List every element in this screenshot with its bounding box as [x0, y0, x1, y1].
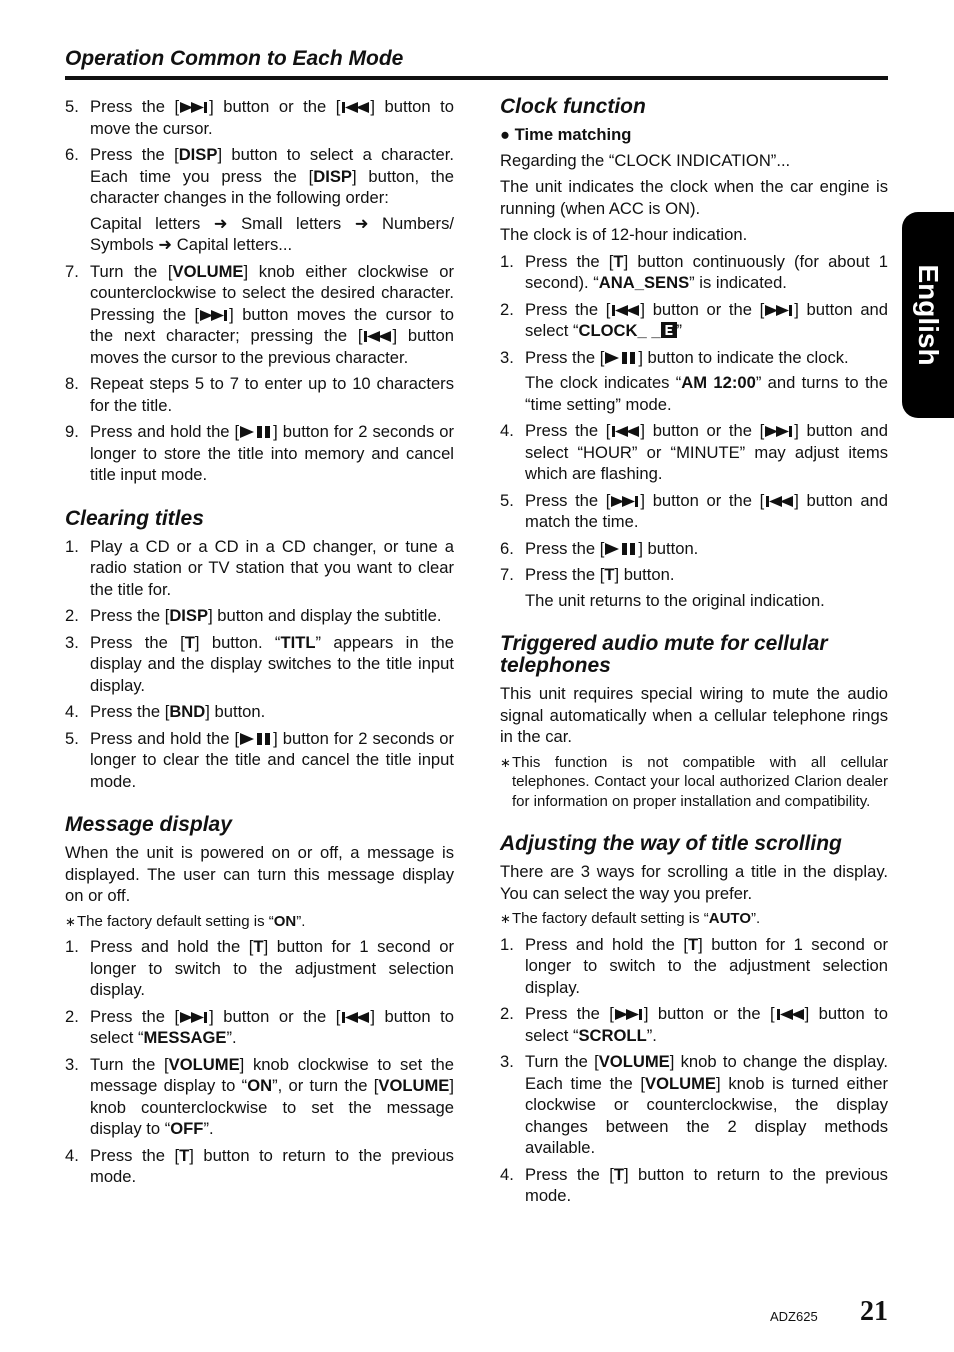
list-item: 4. Press the [T] button to return to the previous mode. — [65, 1145, 454, 1186]
title-scrolling-heading: Adjusting the way of title scrolling — [500, 832, 842, 855]
play-pause-icon — [604, 542, 638, 556]
return-note: The unit returns to the original indication. — [525, 590, 825, 610]
list-item: 9. Press and hold the [ ] button for 2 seconds or longer to store the title into memory and cancel title input mode. — [65, 422, 455, 484]
backward-icon — [340, 101, 370, 114]
right-column — [500, 96, 888, 1212]
left-column — [65, 96, 454, 1193]
list-item: 1. Press the [T] button continuously (for about 1 second). “ANA_SENS” is indicated. — [500, 251, 888, 292]
backward-icon — [340, 1011, 370, 1024]
forward-icon — [199, 309, 229, 322]
list-item: 3. Turn the [VOLUME] knob to change the display. Each time the [VOLUME] knob is turned either clockwise or counterclockwise, the display changes between the 2 display methods available. — [500, 1052, 888, 1157]
list-item: 4. Press the [ ] button or the [ ] button and select “HOUR” or “MINUTE” may adjust items which are flashing. — [500, 421, 888, 483]
scroll-default-note: ∗ The factory default setting is “AUTO”. — [500, 910, 761, 927]
time-matching-subheading: ● Time matching — [500, 125, 632, 144]
list-item: 2. Press the [ ] button or the [ ] button to select “MESSAGE”. — [65, 1006, 454, 1047]
list-item: 2. Press the [ ] button or the [ ] button to select “SCROLL”. — [500, 1004, 888, 1045]
clock-paragraph: Regarding the “CLOCK INDICATION”... — [500, 150, 791, 170]
backward-icon — [610, 425, 640, 438]
header-rule — [65, 76, 888, 80]
message-display-steps — [65, 936, 454, 1188]
clock-paragraph: The unit indicates the clock when the car engine is running (when ACC is ON). — [500, 177, 888, 218]
e-box-icon — [661, 322, 677, 338]
forward-icon — [764, 304, 794, 317]
forward-icon — [614, 1008, 644, 1021]
message-display-heading: Message display — [65, 813, 232, 836]
play-pause-icon — [239, 732, 273, 746]
compatibility-note: ∗ This function is not compatible with all cellular telephones. Contact your local authorized Clarion dealer for information on proper installation and compatibility. — [500, 753, 888, 810]
forward-icon — [179, 1011, 209, 1024]
right-arrow-icon: ➜ — [354, 213, 369, 233]
clock-indicates-note: The clock indicates “AM 12:00” and turns to the “time setting” mode. — [525, 373, 889, 414]
list-item: 7. Turn the [VOLUME] knob either clockwise or counterclockwise to select the desired character. Pressing the [ ] button moves the cursor to the next character; pressing the [ ] button moves the cursor to the previous character. — [65, 261, 455, 367]
list-item: 1. Press and hold the [T] button for 1 second or longer to switch to the adjustment selection display. — [65, 937, 454, 999]
backward-icon — [610, 304, 640, 317]
list-item: 3. Press the [T] button. “TITL” appears in the display and the display switches to the title input display. — [65, 632, 454, 695]
page-number: 21 — [860, 1296, 888, 1327]
list-item: 6. Press the [ ] button. — [500, 538, 699, 558]
forward-icon — [610, 495, 640, 508]
clearing-titles-heading: Clearing titles — [65, 506, 204, 530]
right-arrow-icon: ➜ — [213, 213, 228, 233]
audio-mute-paragraph: This unit requires special wiring to mute the audio signal automatically when a cellular telephone rings in the car. — [500, 684, 888, 746]
section-header-title: Operation Common to Each Mode — [65, 47, 404, 70]
list-item: 1. Press and hold the [T] button for 1 second or longer to switch to the adjustment selection display. — [500, 934, 889, 997]
list-item: 3. Press the [ ] button to indicate the clock. The clock indicates “AM 12:00” and turns to the “time setting” mode. — [500, 347, 889, 414]
list-item: 5. Press the [ ] button or the [ ] button to move the cursor. — [65, 97, 454, 138]
backward-icon — [775, 1008, 805, 1021]
language-tab — [902, 212, 954, 418]
list-item: 2. Press the [DISP] button and display the subtitle. — [65, 606, 442, 625]
list-item: 4. Press the [BND] button. — [65, 702, 266, 721]
page-header — [65, 46, 888, 80]
message-default-note: ∗ The factory default setting is “ON”. — [65, 912, 306, 930]
list-item: 1. Play a CD or a CD in a CD changer, or tune a radio station or TV station that you want to clear the title for. — [65, 536, 454, 599]
message-display-intro: When the unit is powered on or off, a message is displayed. The user can turn this message display on or off. — [65, 843, 454, 905]
model-number: ADZ625 — [770, 1309, 818, 1324]
list-item: 7. Press the [T] button. The unit returns to the original indication. — [500, 564, 888, 611]
backward-icon — [362, 330, 392, 343]
play-pause-icon — [239, 425, 273, 439]
play-pause-icon — [604, 351, 638, 365]
backward-icon — [764, 495, 794, 508]
title-scrolling-paragraph: There are 3 ways for scrolling a title in the display. You can select the way you prefer. — [500, 862, 888, 903]
list-item: 3. Turn the [VOLUME] knob clockwise to set the message display to “ON”, or turn the [VOLUME] knob counterclockwise to set the message display to “OFF”. — [65, 1054, 455, 1138]
clock-steps — [500, 251, 888, 612]
list-item: 5. Press the [ ] button or the [ ] button and match the time. — [500, 490, 888, 531]
forward-icon — [764, 425, 794, 438]
title-input-steps — [65, 96, 454, 486]
title-scrolling-steps — [500, 934, 888, 1207]
clock-function-heading: Clock function — [500, 95, 646, 118]
forward-icon — [179, 101, 209, 114]
list-item: 5. Press and hold the [ ] button for 2 seconds or longer to clear the title and cancel the title input mode. — [65, 728, 455, 791]
list-item: 2. Press the [ ] button or the [ ] button and select “CLOCK_ _ ” — [500, 299, 888, 340]
list-item: 8. Repeat steps 5 to 7 to enter up to 10 characters for the title. — [65, 374, 454, 415]
language-tab-label: English — [913, 264, 944, 366]
audio-mute-heading: Triggered audio mute for cellular telephones — [500, 632, 828, 677]
list-item: 6. Press the [DISP] button to select a character. Each time you press the [DISP] button, the character changes in the following order: Capital letters ➜ Small letters ➜ Numbers/ Symbols ➜ Capital letters... — [65, 145, 454, 254]
clearing-titles-steps — [65, 536, 454, 793]
character-order: Capital letters ➜ Small letters ➜ Numbers/ Symbols ➜ Capital letters... — [90, 213, 454, 254]
clock-paragraph: The clock is of 12-hour indication. — [500, 225, 748, 244]
list-item: 4. Press the [T] button to return to the previous mode. — [500, 1164, 888, 1205]
right-arrow-icon: ➜ — [158, 235, 173, 254]
